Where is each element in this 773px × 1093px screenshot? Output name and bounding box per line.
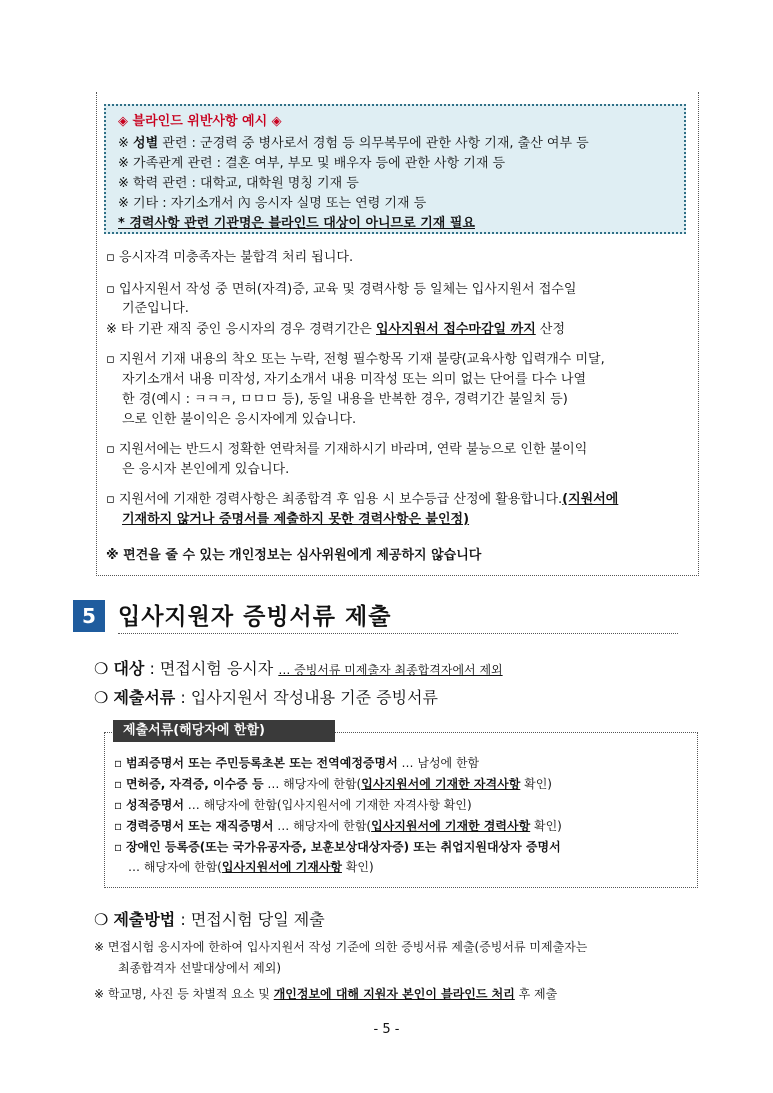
- method-note: ※ 학교명, 사진 등 차별적 요소 및 개인정보에 대해 지원자 본인이 블라인드 처리 후 제출: [94, 987, 558, 1001]
- notice-item: ▫ 지원서 기재 내용의 착오 또는 누락, 전형 필수항목 기재 불량(교육사항 입력개수 미달,: [106, 350, 605, 369]
- docs-box-label: 제출서류(해당자에 한함): [113, 720, 335, 742]
- section-number: 5: [73, 600, 105, 632]
- notice-warning: ※ 편견을 줄 수 있는 개인정보는 심사위원에게 제공하지 않습니다: [106, 548, 482, 563]
- page-number: - 5 -: [373, 1022, 400, 1037]
- doc-item: ▫ 범죄증명서 또는 주민등록초본 또는 전역예정증명서 … 남성에 한함: [114, 754, 479, 773]
- notice-item: ▫ 지원서에 기재한 경력사항은 최종합격 후 임용 시 보수등급 산정에 활용합니다.(지원서에: [106, 490, 618, 509]
- blind-item: ※ 성별 관련 : 군경력 중 병사로서 경험 등 의무복무에 관한 사항 기재, 출산 여부 등: [118, 136, 589, 151]
- blind-item: ※ 학력 관련 : 대학교, 대학원 명칭 기재 등: [118, 176, 359, 191]
- notice-item: ▫ 지원서에는 반드시 정확한 연락처를 기재하시기 바라며, 연락 불능으로 인한 불이익: [106, 440, 587, 459]
- notice-item-cont: 기재하지 않거나 증명서를 제출하지 못한 경력사항은 불인정): [122, 512, 470, 527]
- notice-item: ▫ 입사지원서 작성 중 면허(자격)증, 교육 및 경력사항 등 일체는 입사지원서 접수일: [106, 280, 576, 299]
- target-row: ❍ 대상 : 면접시험 응시자 … 증빙서류 미제출자 최종합격자에서 제외: [94, 659, 503, 678]
- section-title: 입사지원자 증빙서류 제출: [118, 604, 392, 630]
- docs-row: ❍ 제출서류 : 입사지원서 작성내용 기준 증빙서류: [94, 688, 438, 707]
- doc-item: ▫ 장애인 등록증(또는 국가유공자증, 보훈보상대상자증) 또는 취업지원대상자 증명서: [114, 838, 561, 857]
- method-note-cont: 최종합격자 선발대상에서 제외): [118, 961, 282, 975]
- blind-note: * 경력사항 관련 기관명은 블라인드 대상이 아니므로 기재 필요: [118, 216, 475, 231]
- blind-item: ※ 가족관계 관련 : 결혼 여부, 부모 및 배우자 등에 관한 사항 기재 등: [118, 156, 506, 171]
- notice-item-cont: 으로 인한 불이익은 응시자에게 있습니다.: [122, 412, 357, 427]
- blind-item: ※ 기타 : 자기소개서 內 응시자 실명 또는 연령 기재 등: [118, 196, 427, 211]
- doc-item: ▫ 성적증명서 … 해당자에 한함(입사지원서에 기재한 자격사항 확인): [114, 796, 472, 815]
- method-note: ※ 면접시험 응시자에 한하여 입사지원서 작성 기준에 의한 증빙서류 제출(증빙서류 미제출자는: [94, 940, 588, 954]
- doc-item-cont: … 해당자에 한함(입사지원서에 기재사항 확인): [128, 860, 374, 874]
- notice-note: ※ 타 기관 재직 중인 응시자의 경우 경력기간은 입사지원서 접수마감일 까지 산정: [106, 322, 565, 337]
- blind-box-title: ◈ 블라인드 위반사항 예시 ◈: [118, 114, 282, 129]
- notice-item-cont: 한 경(예시 : ㅋㅋㅋ, ㅁㅁㅁ 등), 동일 내용을 반복한 경우, 경력기간 불일치 등): [122, 392, 568, 407]
- doc-item: ▫ 경력증명서 또는 재직증명서 … 해당자에 한함(입사지원서에 기재한 경력사항 확인): [114, 817, 562, 836]
- section-divider: [118, 633, 678, 634]
- notice-item: ▫ 응시자격 미충족자는 불합격 처리 됩니다.: [106, 248, 353, 267]
- method-row: ❍ 제출방법 : 면접시험 당일 제출: [94, 910, 325, 929]
- doc-item: ▫ 면허증, 자격증, 이수증 등 … 해당자에 한함(입사지원서에 기재한 자격사항 확인): [114, 775, 552, 794]
- notice-item-cont: 기준입니다.: [122, 301, 189, 316]
- notice-item-cont: 은 응시자 본인에게 있습니다.: [122, 462, 290, 477]
- notice-item-cont: 자기소개서 내용 미작성, 자기소개서 내용 미작성 또는 의미 없는 단어를 다수 나열: [122, 372, 587, 387]
